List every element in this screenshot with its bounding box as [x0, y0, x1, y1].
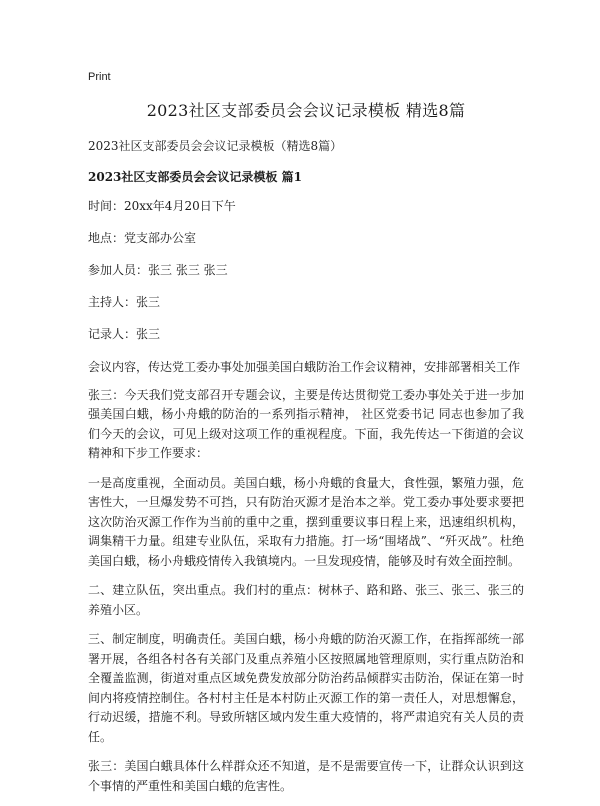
field-location: 地点：党支部办公室 — [88, 231, 197, 245]
paragraph-speech-intro: 张三：今天我们党支部召开专题会议，主要是传达贯彻党工委办事处关于进一步加强美国白蛾，杨小舟蛾的防治的一系列指示精神， 社区党委书记 同志也参加了我们今天的会议，可见上级对这项工作的重视程度。下面，我先传达一下街道的会议精神和下步工作要求： — [88, 387, 524, 460]
paragraph-point-three: 三、制定制度，明确责任。美国白蛾，杨小舟蛾的防治灭源工作，在指挥部统一部署开展，各组各村各有关部门及重点养殖小区按照属地管理原则，实行重点防治和全覆盖监测，街道对重点区域免费发放部分防治药品倾群实击防治，保证在第一时间内将疫情控制住。各村村主任是本村防止灭源工作的第一责任人，对思想懈怠，行动迟缓，措施不利。导致所辖区域内发生重大疫情的，将严肃追究有关人员的责任。 — [88, 632, 524, 744]
paragraph-point-one: 一是高度重视，全面动员。美国白蛾，杨小舟蛾的食量大，食性强，繁殖力强，危害性大，一旦爆发势不可挡，只有防治灭源才是治本之举。党工委办事处要求要把这次防治灭源工作作为当前的重中之重，摆到重要议事日程上来，迅速组织机构，调集精干力量。组建专业队伍，采取有力措施。打一场“围堵战”、“歼灭战”。杜绝美国白蛾，杨小舟蛾疫情传入我镇境内。一旦发现疫情，能够及时有效全面控制。 — [88, 475, 524, 568]
document-page — [88, 70, 524, 806]
section-heading: 2023社区支部委员会会议记录模板 篇1 — [88, 170, 302, 184]
field-host: 主持人：张三 — [88, 295, 161, 309]
paragraph-speech-question: 张三：美国白蛾具体什么样群众还不知道，是不是需要宣传一下，让群众认识到这个事情的严重性和美国白蛾的危害性。 — [88, 759, 524, 793]
paragraph-meeting-content: 会议内容，传达党工委办事处加强美国白蛾防治工作会议精神，安排部署相关工作 — [88, 360, 521, 374]
field-recorder: 记录人：张三 — [88, 327, 161, 341]
field-attendees: 参加人员：张三 张三 张三 — [88, 263, 228, 277]
document-title: 2023社区支部委员会会议记录模板 精选8篇 — [146, 101, 466, 120]
field-time: 时间：20xx年4月20日下午 — [88, 199, 236, 213]
document-subtitle: 2023社区支部委员会会议记录模板（精选8篇） — [88, 139, 343, 153]
print-label: Print — [88, 71, 111, 83]
paragraph-point-two: 二、建立队伍，突出重点。我们村的重点：树林子、路和路、张三、张三、张三的养殖小区。 — [88, 583, 524, 617]
